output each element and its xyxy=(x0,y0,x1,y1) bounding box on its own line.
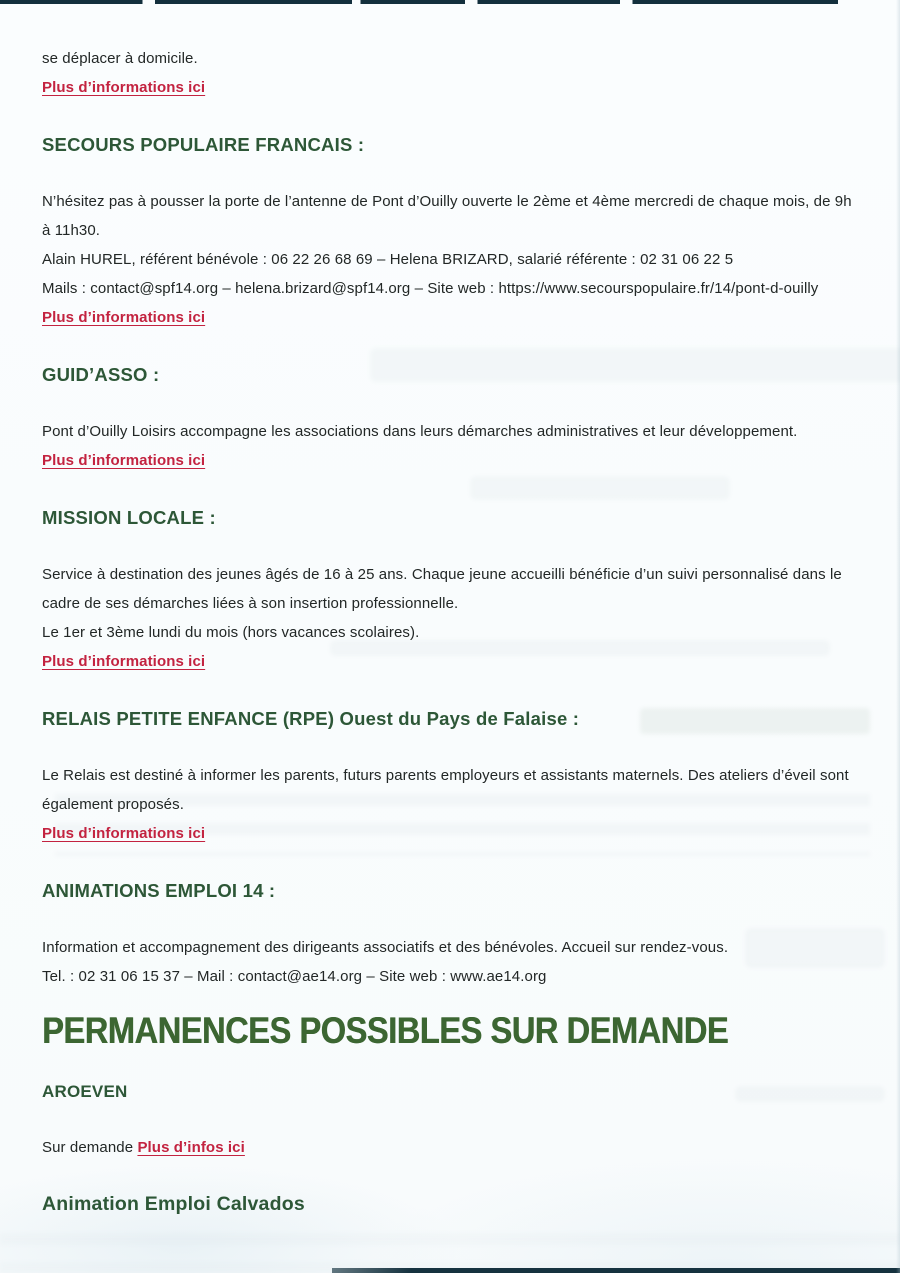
aroeven-text: Sur demande xyxy=(42,1139,138,1156)
bleed-through-artifact xyxy=(0,1225,900,1273)
intro-text: se déplacer à domicile. xyxy=(42,50,198,67)
section-body xyxy=(42,761,858,848)
paragraph: Service à destination des jeunes âgés de 16 à 25 ans. Chaque jeune accueilli bénéficie d’un suivi personnalisé dans le cadre de ses démarches liées à son insertion professionnelle. xyxy=(42,566,842,612)
secours-populaire-more-info-link[interactable]: Plus d’informations ici xyxy=(42,309,206,326)
mission-locale-more-info-link[interactable]: Plus d’informations ici xyxy=(42,653,206,670)
scan-edge-strip-bottom xyxy=(332,1268,900,1273)
relais-petite-enfance-more-info-link[interactable]: Plus d’informations ici xyxy=(42,825,206,842)
paragraph: Mails : contact@spf14.org – helena.brizard@spf14.org – Site web : https://www.secourspopulaire.fr/14/pont-d-ouilly xyxy=(42,280,819,297)
section-body xyxy=(42,417,858,475)
sub-heading-aroeven: AROEVEN xyxy=(42,1082,128,1101)
aroeven-line xyxy=(42,1133,858,1162)
section-body xyxy=(42,187,858,332)
paragraph: Tel. : 02 31 06 15 37 – Mail : contact@ae14.org – Site web : www.ae14.org xyxy=(42,968,547,985)
paragraph: Le 1er et 3ème lundi du mois (hors vacances scolaires). xyxy=(42,624,420,641)
paragraph: Alain HUREL, référent bénévole : 06 22 26 68 69 – Helena BRIZARD, salarié référente : 02 31 06 22 5 xyxy=(42,251,734,268)
section-heading-relais-petite-enfance: RELAIS PETITE ENFANCE (RPE) Ouest du Pays de Falaise : xyxy=(42,708,580,729)
paragraph: Information et accompagnement des dirigeants associatifs et des bénévoles. Accueil sur rendez-vous. xyxy=(42,939,729,956)
paragraph: Pont d’Ouilly Loisirs accompagne les associations dans leurs démarches administratives et leur développement. xyxy=(42,423,798,440)
section-body xyxy=(42,933,858,991)
big-heading-permanences: PERMANENCES POSSIBLES SUR DEMANDE xyxy=(42,1010,729,1052)
section-heading-mission-locale: MISSION LOCALE : xyxy=(42,507,216,528)
paragraph: N’hésitez pas à pousser la porte de l’antenne de Pont d’Ouilly ouverte le 2ème et 4ème mercredi de chaque mois, de 9h à 11h30. xyxy=(42,193,852,239)
section-heading-secours-populaire: SECOURS POPULAIRE FRANCAIS : xyxy=(42,134,365,155)
paragraph: Le Relais est destiné à informer les parents, futurs parents employeurs et assistants maternels. Des ateliers d’éveil sont également proposés. xyxy=(42,767,849,813)
intro-more-info-link[interactable]: Plus d’informations ici xyxy=(42,79,206,96)
section-body xyxy=(42,560,858,676)
section-heading-animations-emploi-14: ANIMATIONS EMPLOI 14 : xyxy=(42,880,276,901)
guid-asso-more-info-link[interactable]: Plus d’informations ici xyxy=(42,452,206,469)
section-heading-guid-asso: GUID’ASSO : xyxy=(42,364,160,385)
aroeven-more-info-link[interactable]: Plus d’infos ici xyxy=(137,1139,245,1156)
sub-heading-animation-emploi-calvados: Animation Emploi Calvados xyxy=(42,1193,305,1215)
